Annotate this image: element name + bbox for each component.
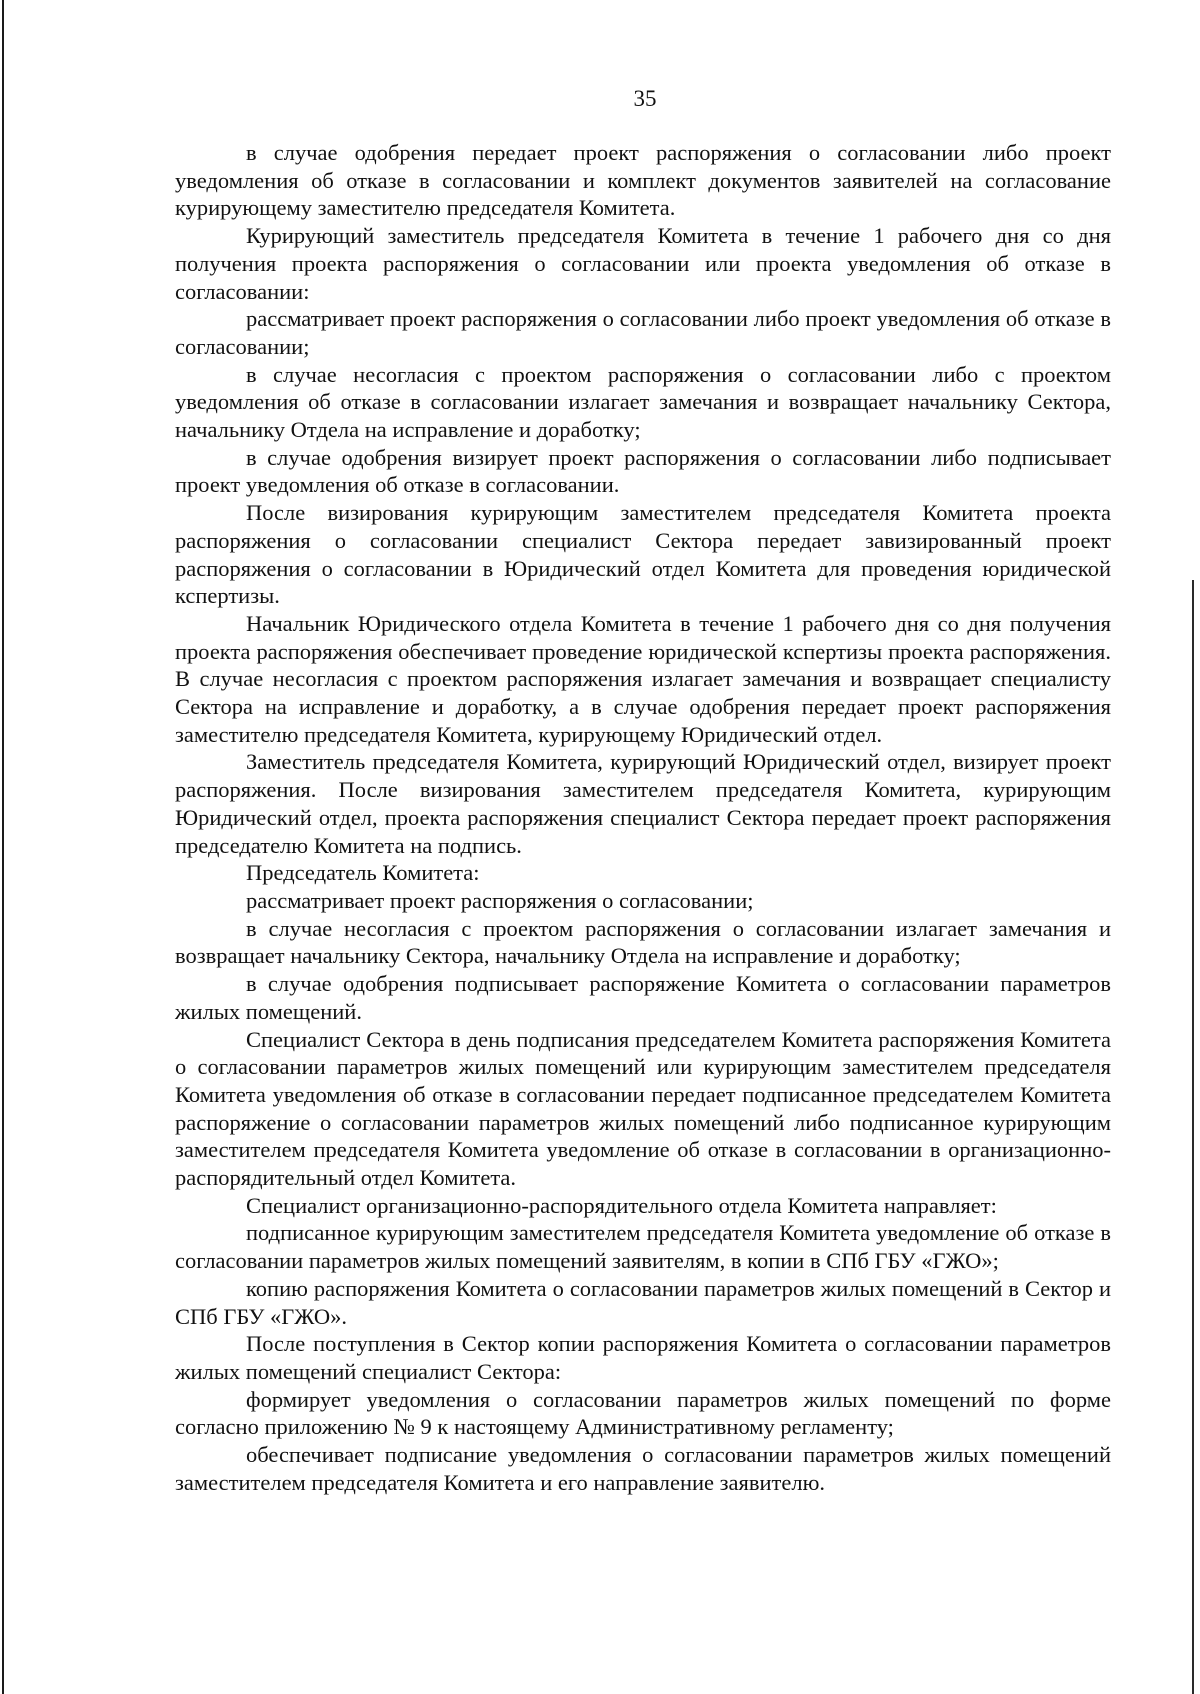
scan-right-edge: [1192, 580, 1194, 1694]
paragraph-12: в случае одобрения подписывает распоряжение Комитета о согласовании параметров жилых помещений.: [175, 971, 1111, 1024]
paragraph-3: рассматривает проект распоряжения о согласовании либо проект уведомления об отказе в согласовании;: [175, 306, 1111, 359]
paragraph-18: формирует уведомления о согласовании параметров жилых помещений по форме согласно приложению № 9 к настоящему Административному регламенту;: [175, 1386, 1111, 1440]
paragraph-4: в случае несогласия с проектом распоряжения о согласовании либо с проектом уведомления об отказе в согласовании излагает замечания и возвращает начальнику Сектора, начальнику Отдела на исправление и доработку;: [175, 361, 1111, 443]
paragraph-1: в случае одобрения передает проект распоряжения о согласовании либо проект уведомления об отказе в согласовании и комплект документов заявителей на согласование курирующему заместителю председателя Комитета.: [175, 140, 1111, 221]
paragraph-14: Специалист организационно-распорядительного отдела Комитета направляет:: [246, 1192, 997, 1218]
scan-left-edge: [2, 0, 4, 1694]
paragraph-9: Председатель Комитета:: [246, 860, 480, 886]
paragraph-16: копию распоряжения Комитета о согласовании параметров жилых помещений в Сектор и СПб ГБУ «ГЖО».: [175, 1275, 1111, 1329]
paragraph-2: Курирующий заместитель председателя Комитета в течение 1 рабочего дня со дня получения проекта распоряжения о согласовании или проекта уведомления об отказе в согласовании:: [175, 223, 1111, 304]
paragraph-6: После визирования курирующим заместителем председателя Комитета проекта распоряжения о согласовании специалист Сектора передает завизированный проект распоряжения о согласовании в Юридический отдел Комитета для проведения юридической кспертизы.: [175, 500, 1111, 609]
paragraph-11: в случае несогласия с проектом распоряжения о согласовании излагает замечания и возвращает начальнику Сектора, начальнику Отдела на исправление и доработку;: [175, 915, 1111, 969]
paragraph-15: подписанное курирующим заместителем председателя Комитета уведомление об отказе в согласовании параметров жилых помещений заявителям, в копии в СПб ГБУ «ГЖО»;: [175, 1220, 1111, 1274]
paragraph-19: обеспечивает подписание уведомления о согласовании параметров жилых помещений заместителем председателя Комитета и его направление заявителю.: [175, 1442, 1111, 1495]
paragraph-8: Заместитель председателя Комитета, курирующий Юридический отдел, визирует проект распоряжения. После визирования заместителем председателя Комитета, курирующим Юридический отдел, проекта распоряжения специалист Сектора передает проект распоряжения председателю Комитета на подпись.: [175, 749, 1111, 858]
document-body: [175, 139, 1111, 1496]
paragraph-17: После поступления в Сектор копии распоряжения Комитета о согласовании параметров жилых помещений специалист Сектора:: [175, 1331, 1111, 1384]
paragraph-13: Специалист Сектора в день подписания председателем Комитета распоряжения Комитета о согласовании параметров жилых помещений или курирующим заместителем председателя Комитета уведомления об отказе в согласовании передает подписанное председателем Комитета распоряжение о согласовании параметров жилых помещений либо подписанное курирующим заместителем председателя Комитета уведомление об отказе в согласовании в организационно-распорядительный отдел Комитета.: [175, 1026, 1111, 1191]
paragraph-5: в случае одобрения визирует проект распоряжения о согласовании либо подписывает проект уведомления об отказе в согласовании.: [175, 444, 1111, 498]
page-number: 35: [633, 86, 657, 111]
paragraph-10: рассматривает проект распоряжения о согласовании;: [246, 887, 754, 913]
paragraph-7: Начальник Юридического отдела Комитета в течение 1 рабочего дня со дня получения проекта распоряжения обеспечивает проведение юридической кспертизы проекта распоряжения. В случае несогласия с проектом распоряжения излагает замечания и возвращает специалисту Сектора на исправление и доработку, а в случае одобрения передает проект распоряжения заместителю председателя Комитета, курирующему Юридический отдел.: [175, 610, 1111, 747]
